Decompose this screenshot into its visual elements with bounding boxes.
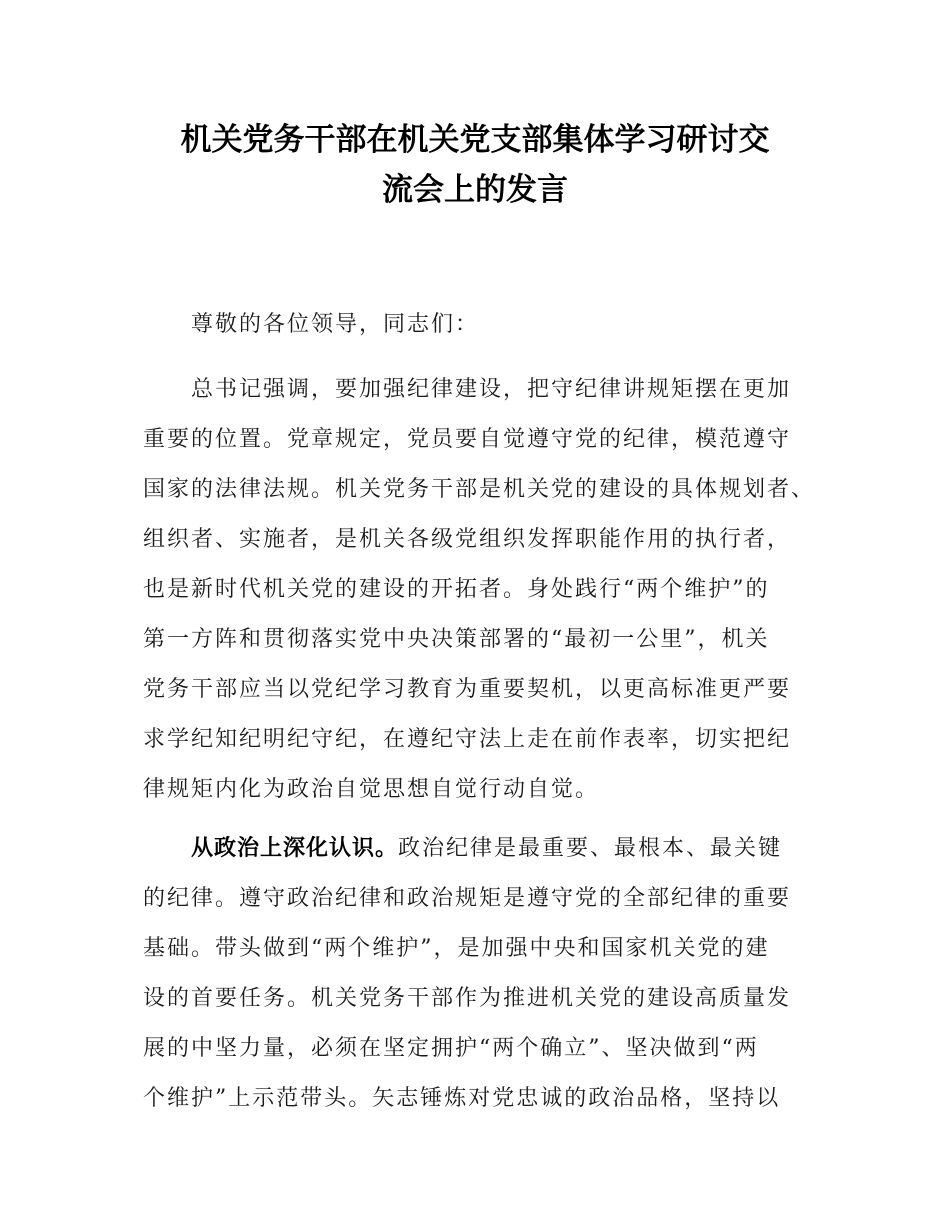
- paragraph-line: 设的首要任务。机关党务干部作为推进机关党的建设高质量发: [143, 986, 792, 1011]
- paragraph-line: 求学纪知纪明纪守纪，在遵纪守法上走在前作表率，切实把纪: [143, 727, 792, 752]
- document-title-line-1: 机关党务干部在机关党支部集体学习研讨交: [180, 122, 770, 158]
- greeting-paragraph: [143, 300, 823, 350]
- paragraph-line: 组织者、实施者，是机关各级党组织发挥职能作用的执行者，: [143, 527, 792, 552]
- paragraph-line: 党务干部应当以党纪学习教育为重要契机，以更高标准更严要: [143, 677, 792, 702]
- document-title-line-2: 流会上的发言: [382, 172, 568, 208]
- paragraph-line: 重要的位置。党章规定，党员要自觉遵守党的纪律，模范遵守: [143, 427, 792, 452]
- paragraph-lead-heading: 从政治上深化认识。: [191, 836, 399, 861]
- paragraph-line: 总书记强调，要加强纪律建设，把守纪律讲规矩摆在更加: [191, 377, 792, 402]
- paragraph-1: [143, 365, 823, 815]
- paragraph-line: 的纪律。遵守政治纪律和政治规矩是遵守党的全部纪律的重要: [143, 886, 792, 911]
- paragraph-2: [143, 824, 823, 1124]
- paragraph-line: [143, 824, 823, 874]
- paragraph-line: 第一方阵和贯彻落实党中央决策部署的“最初一公里”，机关: [143, 627, 770, 652]
- paragraph-line: 展的中坚力量，必须在坚定拥护“两个确立”、坚决做到“两: [143, 1036, 759, 1061]
- greeting-text: 尊敬的各位领导，同志们：: [191, 312, 480, 337]
- paragraph-line: 也是新时代机关党的建设的开拓者。身处践行“两个维护”的: [143, 577, 770, 602]
- paragraph-lead-rest: 政治纪律是最重要、最根本、最关键: [398, 836, 783, 861]
- paragraph-line: 基础。带头做到“两个维护”，是加强中央和国家机关党的建: [143, 936, 770, 961]
- paragraph-line: 个维护”上示范带头。矢志锤炼对党忠诚的政治品格，坚持以: [143, 1086, 781, 1111]
- paragraph-line: 国家的法律法规。机关党务干部是机关党的建设的具体规划者、: [143, 477, 816, 502]
- paragraph-line: 律规矩内化为政治自觉思想自觉行动自觉。: [143, 777, 600, 802]
